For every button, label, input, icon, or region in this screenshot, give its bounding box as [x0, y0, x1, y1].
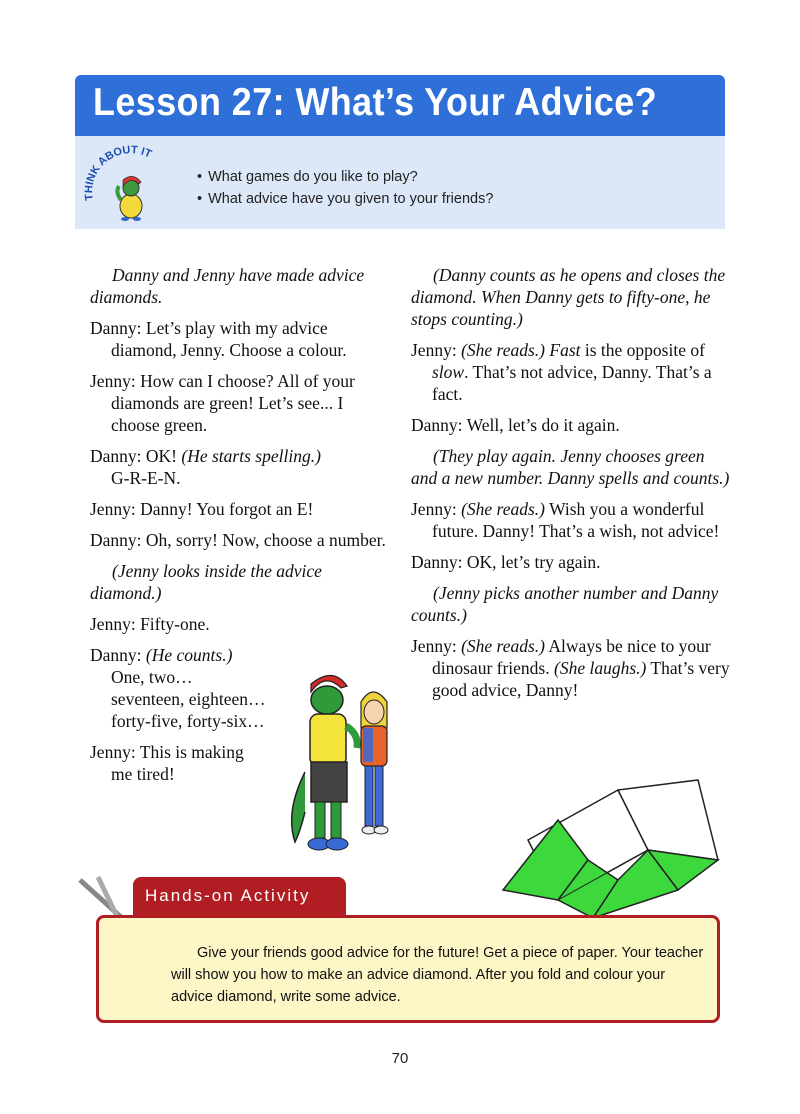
danny-dinosaur-figure	[292, 675, 358, 850]
jenny-girl-figure	[361, 692, 388, 834]
dialogue-right-column	[411, 264, 731, 710]
think-question: • What games do you like to play?	[197, 166, 493, 188]
dialogue-line: Danny: Well, let’s do it again.	[411, 415, 620, 435]
think-question: • What advice have you given to your friends?	[197, 188, 493, 210]
dialogue-line: Danny: OK, let’s try again.	[411, 552, 601, 572]
dialogue-line: Jenny: How can I choose? All of your diamonds are green! Let’s see... I choose green.	[90, 371, 355, 435]
lesson-title: Lesson 27: What’s Your Advice?	[93, 81, 658, 124]
think-about-it-box	[75, 136, 725, 229]
dialogue-line: Jenny: This is making me tired!	[90, 742, 244, 784]
dialogue-line: Jenny: (She reads.) Fast is the opposite of slow. That’s not advice, Danny. That’s a fact.	[411, 340, 712, 404]
stage-direction: (They play again. Jenny chooses green and a new number. Danny spells and counts.)	[411, 446, 730, 488]
activity-text: Give your friends good advice for the future! Get a piece of paper. Your teacher will show you how to make an advice diamond. After you fold and colour your advice diamond, write some advice.	[171, 945, 704, 1005]
danny-and-jenny-illustration	[275, 662, 415, 862]
think-about-it-label: THINK ABOUT IT	[83, 144, 154, 202]
dialogue-line: Danny: OK! (He starts spelling.) G-R-E-N.	[90, 446, 321, 488]
activity-box	[96, 915, 720, 1023]
dialogue-line: Jenny: (She reads.) Wish you a wonderful future. Danny! That’s a wish, not advice!	[411, 499, 720, 541]
dialogue-line: Jenny: (She reads.) Always be nice to your dinosaur friends. (She laughs.) That’s very good advice, Danny!	[411, 636, 730, 700]
activity-tab	[133, 877, 346, 915]
dialogue-line: Jenny: Fifty-one.	[90, 614, 210, 634]
dialogue-line: Danny: Oh, sorry! Now, choose a number.	[90, 530, 386, 550]
dinosaur-mascot-icon	[117, 176, 142, 221]
advice-diamond-illustration	[498, 770, 728, 920]
lesson-title-bar	[75, 75, 725, 136]
stage-direction: (Jenny looks inside the advice diamond.)	[90, 561, 322, 603]
stage-direction: (Jenny picks another number and Danny counts.)	[411, 583, 719, 625]
think-about-it-badge	[81, 142, 191, 222]
think-questions-list	[197, 166, 493, 210]
dialogue-line: Danny: (He counts.) One, two… seventeen, eighteen… forty-five, forty-six…	[90, 645, 266, 731]
activity-title: Hands-on Activity	[145, 886, 311, 905]
dialogue-line: Jenny: Danny! You forgot an E!	[90, 499, 314, 519]
stage-direction: (Danny counts as he opens and closes the diamond. When Danny gets to fifty-one, he stops counting.)	[411, 265, 726, 329]
dialogue-line: Danny: Let’s play with my advice diamond, Jenny. Choose a colour.	[90, 318, 347, 360]
page-number: 70	[391, 1050, 409, 1067]
intro-line: Danny and Jenny have made advice diamonds.	[90, 265, 365, 307]
